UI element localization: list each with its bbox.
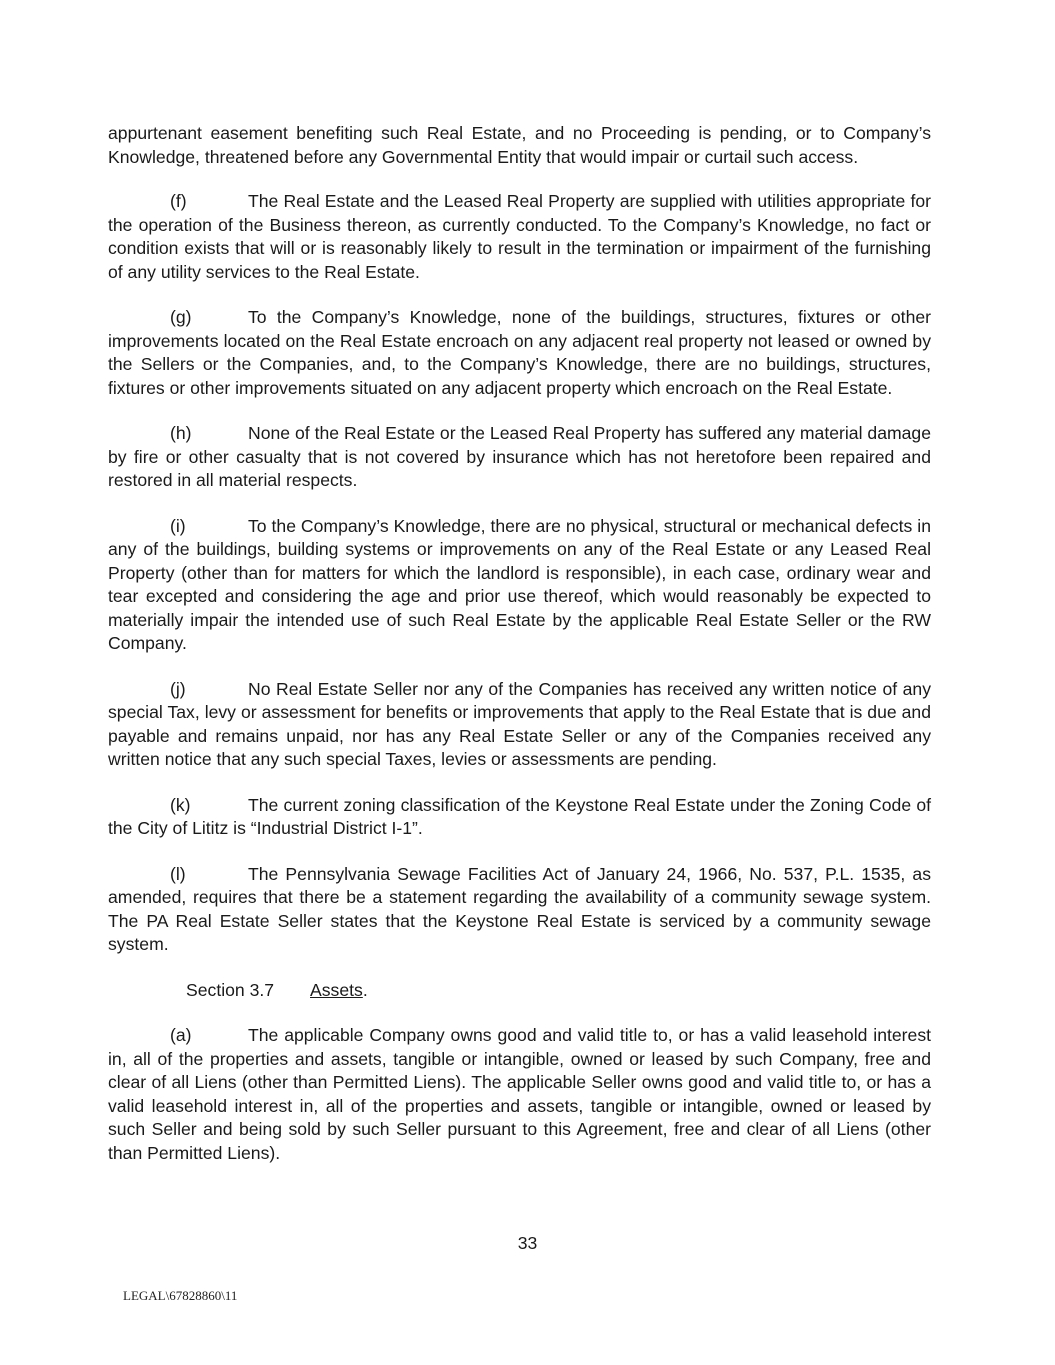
paragraph-f <box>108 190 931 284</box>
paragraph-marker: (g) <box>170 307 192 327</box>
paragraph-l <box>108 863 931 957</box>
document-body <box>108 122 931 1187</box>
paragraph-text: The current zoning classification of the Keystone Real Estate under the Zoning Code of the City of Lititz is “Industrial District I-1”. <box>108 794 931 838</box>
section-title-punctuation: . <box>362 979 368 1000</box>
paragraph-a <box>108 1024 931 1165</box>
section-number: Section 3.7 <box>186 979 275 1000</box>
section-heading <box>108 979 931 1003</box>
paragraph-marker: (l) <box>170 863 186 884</box>
paragraph-text: To the Company’s Knowledge, none of the buildings, structures, fixtures or other improvements located on the Real Estate encroach on any adjacent real property not leased or owned by the Sellers or the Companies, and, to the Company’s Knowledge, there are no buildings, structures, fixtures or other improvements situated on any adjacent property which encroach on the Real Estate. <box>108 307 931 398</box>
section-title: Assets <box>310 979 363 1000</box>
paragraph-text: The Pennsylvania Sewage Facilities Act of January 24, 1966, No. 537, P.L. 1535, as amended, requires that there be a statement regarding the availability of a community sewage system. The PA Real Estate Seller states that the Keystone Real Estate is serviced by a community sewage system. <box>108 863 931 954</box>
page-number: 33 <box>517 1233 538 1253</box>
paragraph-text: The Real Estate and the Leased Real Property are supplied with utilities appropriate for the operation of the Business thereon, as currently conducted. To the Company’s Knowledge, no fact or condition exists that will or is reasonably likely to result in the termination or impairment of the furnishing of any utility services to the Real Estate. <box>108 191 931 282</box>
paragraph-text: No Real Estate Seller nor any of the Companies has received any written notice of any special Tax, levy or assessment for benefits or improvements that apply to the Real Estate that is due and payable and remains unpaid, nor has any Real Estate Seller or any of the Companies received any written notice that any such special Taxes, levies or assessments are pending. <box>108 678 931 769</box>
paragraph-marker: (j) <box>170 678 186 699</box>
paragraph-g <box>108 306 931 400</box>
paragraph-text: None of the Real Estate or the Leased Real Property has suffered any material damage by fire or other casualty that is not covered by insurance which has not heretofore been repaired and restored in all material respects. <box>108 423 931 490</box>
paragraph-marker: (k) <box>170 794 191 815</box>
paragraph-i <box>108 515 931 656</box>
paragraph-marker: (h) <box>170 423 192 443</box>
paragraph-j <box>108 678 931 772</box>
paragraph-marker: (f) <box>170 191 187 211</box>
paragraph-marker: (a) <box>170 1025 192 1045</box>
paragraph-marker: (i) <box>170 515 186 536</box>
paragraph-h <box>108 422 931 493</box>
intro-text: appurtenant easement benefiting such Real Estate, and no Proceeding is pending, or to Company’s Knowledge, threatened before any Governmental Entity that would impair or curtail such access. <box>108 123 931 167</box>
document-footer-code: LEGAL\67828860\11 <box>123 1288 238 1303</box>
intro-paragraph <box>108 122 931 169</box>
paragraph-k <box>108 794 931 841</box>
paragraph-text: To the Company’s Knowledge, there are no physical, structural or mechanical defects in any of the buildings, building systems or improvements on any of the Real Estate or any Leased Real Property (other than for matters for which the landlord is responsible), in each case, ordinary wear and tear excepted and considering the age and prior use thereof, which would reasonably be expected to materially impair the intended use of such Real Estate by the applicable Real Estate Seller or the RW Company. <box>108 515 931 653</box>
paragraph-text: The applicable Company owns good and valid title to, or has a valid leasehold interest in, all of the properties and assets, tangible or intangible, owned or leased by such Company, free and clear of all Liens (other than Permitted Liens). The applicable Seller owns good and valid title to, or has a valid leasehold interest in, all of the properties and assets, tangible or intangible, owned or leased by such Seller and being sold by such Seller pursuant to this Agreement, free and clear of all Liens (other than Permitted Liens). <box>108 1025 931 1163</box>
